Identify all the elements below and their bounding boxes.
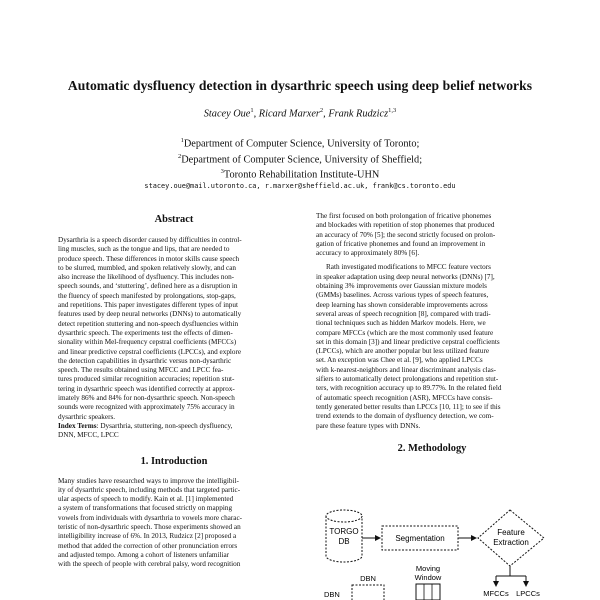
affiliation: $^1$Department of Computer Science, University of Toronto; bbox=[180, 137, 420, 150]
text-line: (LPCCs), which are another popular but less utilized feature bbox=[316, 347, 490, 356]
feature-label-line2: Extraction bbox=[493, 538, 529, 547]
author-name: Frank Rudzicz bbox=[328, 108, 389, 120]
related-work-paragraph bbox=[316, 263, 548, 430]
dbn-label: DBN bbox=[360, 574, 376, 583]
author-sup: 2 bbox=[319, 107, 324, 114]
text-line: Many studies have researched ways to improve the intelligibil- bbox=[58, 476, 239, 485]
text-line: with the speech of people with cerebral palsy, word recognition bbox=[58, 560, 241, 569]
mfcc-label: MFCCs bbox=[483, 589, 509, 598]
text-line: of automatic speech recognition (ASR), MFCCs have consis- bbox=[316, 393, 493, 402]
paper-title: Automatic dysfluency detection in dysarthric speech using deep belief networks bbox=[67, 78, 533, 93]
text-line: vowels from individuals with dysarthria to vowels more charac- bbox=[58, 513, 243, 522]
author-sup: 1 bbox=[250, 107, 254, 114]
text-line: obtaining 3% improvements over Gaussian mixture models bbox=[316, 282, 487, 291]
text-line: several areas of speech recognition [8], compared with tradi- bbox=[316, 309, 491, 318]
db-label-line1: TORGO bbox=[329, 527, 359, 536]
author-list: Stacey Oue$^1$, Ricard Marxer$^2$, Frank Rudzicz$^{1,3}$ bbox=[203, 107, 397, 120]
segmentation-box bbox=[382, 526, 458, 550]
abstract-body bbox=[58, 236, 290, 422]
text-line: tently generated better results than LPCCs [10, 11]; to see if this bbox=[316, 402, 501, 411]
feature-label-line1: Feature bbox=[497, 528, 525, 537]
lpcc-label: LPCCs bbox=[516, 589, 540, 598]
text-line: speech sounds, and ‘stuttering’, defined here as a disruption in bbox=[58, 282, 238, 291]
segmentation-label: Segmentation bbox=[395, 534, 445, 543]
text-line: detect repetition stuttering and non-speech dysfluencies within bbox=[58, 319, 239, 328]
text-line: tering in dysarthric speech was identified correctly at approx- bbox=[58, 384, 235, 393]
text-line: speech. The results obtained using MFCC and LPCC fea- bbox=[58, 366, 224, 375]
author-emails: stacey.oue@mail.utoronto.ca, r.marxer@sheffield.ac.uk, frank@cs.toronto.edu bbox=[144, 182, 456, 190]
text-line: the fluency of speech manifested by prolongations, stop-gaps, bbox=[58, 291, 236, 300]
author-name: Ricard Marxer bbox=[258, 108, 320, 120]
affiliation: $^2$Department of Computer Science, University of Sheffield; bbox=[177, 152, 423, 166]
text-line: sounds were recognized with approximately 75% accuracy in bbox=[58, 403, 235, 412]
introduction-body bbox=[58, 477, 290, 570]
text-line: teristic of non-dysarthric speech. Those experiments showed an bbox=[58, 523, 241, 532]
abstract-heading: Abstract bbox=[154, 214, 194, 225]
text-line: ters, with recognition accuracy up to 89.77%. In the related field bbox=[316, 384, 502, 393]
text-line: set. An exception was Chee et al. [9], who applied LPCCs bbox=[316, 356, 483, 365]
text-line: to be slurred, mumbled, and spoken relatively slowly, and can bbox=[58, 263, 236, 272]
continuation-paragraph bbox=[316, 212, 548, 258]
text-line: Rath investigated modifications to MFCC feature vectors bbox=[326, 263, 491, 272]
dbn-left-label: DBN bbox=[324, 590, 340, 599]
text-line: with k-nearest-neighbors and linear discriminant analysis clas- bbox=[316, 365, 497, 374]
dbn-block bbox=[324, 564, 442, 600]
affiliation: $^3$Toronto Rehabilitation Institute-UHN bbox=[220, 168, 380, 181]
text-line: Dysarthria is a speech disorder caused by difficulties in control- bbox=[58, 236, 242, 244]
text-line: sionality within Mel-frequency cepstral coefficients (MFCCs) bbox=[58, 338, 237, 347]
text-line: ling muscles, such as the tongue and lips, that are needed to bbox=[58, 245, 230, 254]
text-line: also increase the likelihood of dysfluency. This includes non- bbox=[58, 273, 235, 282]
text-line: ular aspects of speech to modify. Kain et al. [1] implemented bbox=[58, 495, 234, 504]
text-line: tional techniques such as hidden Markov models. Here, we bbox=[316, 319, 486, 328]
torgo-db-cylinder bbox=[326, 510, 362, 562]
text-line: (GMMs) baselines. Across various types of speech features, bbox=[316, 291, 489, 300]
text-line: intelligibility increase of 6%. In 2013, Rudzicz [2] proposed a bbox=[58, 532, 237, 541]
feature-extraction-diamond bbox=[478, 510, 544, 566]
system-diagram bbox=[316, 496, 548, 600]
author-sup: 1,3 bbox=[388, 107, 397, 114]
text-line: and linear predictive cepstral coefficients (LPCCs), and explore bbox=[58, 347, 242, 356]
text-line: dysarthric speakers. bbox=[58, 412, 116, 421]
text-line: set in this domain [3]) and linear predictive cepstral coefficients bbox=[316, 337, 500, 346]
db-label-line2: DB bbox=[338, 537, 350, 546]
text-line: and adjusted tempo. Among a cohort of listeners unfamiliar bbox=[58, 550, 230, 559]
text-line: pare these feature types with DNNs. bbox=[316, 421, 421, 430]
text-line: in speaker adaptation using deep neural networks (DNNs) [7], bbox=[316, 272, 495, 281]
right-column bbox=[316, 212, 548, 457]
text-line: a system of transformations that focused strictly on mapping bbox=[58, 504, 233, 513]
text-line: the detection capabilities in dysarthric versus non-dysarthric bbox=[58, 356, 232, 365]
author-name: Stacey Oue bbox=[203, 108, 251, 120]
index-terms-label: Index Terms bbox=[58, 421, 97, 430]
text-line: trend extends to the domain of dysfluency detection, we com- bbox=[316, 412, 494, 421]
text-line: ity of dysarthric speech, including methods that targeted partic- bbox=[58, 485, 241, 494]
text-line: accuracy to approximately 80% [6]. bbox=[316, 249, 420, 258]
text-line: and blockades with repetition of stop phonemes that produced bbox=[316, 221, 495, 230]
text-line: produce speech. These differences in motor skills cause speech bbox=[58, 254, 240, 263]
affiliation-list bbox=[0, 135, 600, 182]
text-line: imately 86% and 84% for non-dysarthric speech. Non-speech bbox=[58, 394, 235, 403]
moving-window-line1: Moving bbox=[415, 564, 441, 573]
text-line: dysarthric speech. The experiments test the effects of dimen- bbox=[58, 328, 233, 337]
left-column bbox=[58, 212, 290, 570]
text-line: deep learning has shown considerable improvements across bbox=[316, 300, 488, 309]
text-line: compare MFCCs (which are the most commonly used feature bbox=[316, 328, 494, 337]
system-diagram-svg bbox=[316, 496, 548, 600]
index-terms: Index Terms: Dysarthria, stuttering, non-speech dysfluency, DNN, MFCC, LPCC bbox=[58, 421, 233, 440]
text-line: tures produced similar recognition accuracies; repetition stut- bbox=[58, 375, 235, 384]
section-heading-introduction: 1. Introduction bbox=[140, 455, 208, 467]
text-line: features used by deep neural networks (DNNs) to automatically bbox=[58, 310, 242, 319]
text-line: The first focused on both prolongation of fricative phonemes bbox=[316, 212, 492, 220]
text-line: an accuracy of 70% [5]; the second strictly focused on prolon- bbox=[316, 230, 496, 239]
section-heading-methodology: 2. Methodology bbox=[397, 442, 467, 454]
text-line: method that added the correction of other pronunciation errors bbox=[58, 541, 238, 550]
text-line: and repetitions. This paper investigates different types of input bbox=[58, 301, 238, 310]
text-line: gation of fricative phonemes and found an improvement in bbox=[316, 239, 486, 248]
moving-window-line2: Window bbox=[414, 573, 442, 582]
text-line: sifiers to automatically detect prolongations and repetition stut- bbox=[316, 375, 499, 384]
